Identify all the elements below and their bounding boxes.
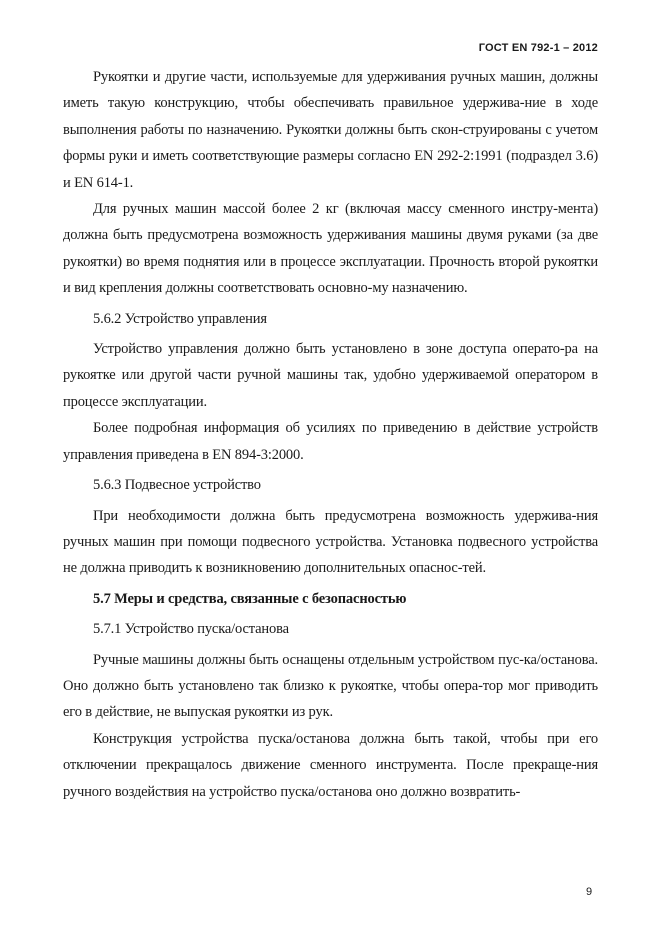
subsection-heading: 5.6.2 Устройство управления xyxy=(93,310,267,327)
paragraph: Для ручных машин массой более 2 кг (включая массу сменного инстру-мента) должна быть предусмотрена возможность удерживания машины двумя руками (за две рукоятки) во время поднятия или в процессе эксплуатации. Прочность второй рукоятки и вид крепления должны соответствовать основно-му назначению. xyxy=(63,201,598,297)
paragraph: Ручные машины должны быть оснащены отдельным устройством пус-ка/останова. Оно должно быть установлено так близко к рукоятке, чтобы опера-тор мог приводить его в действие, не выпуская рукоятки из рук. xyxy=(63,651,598,721)
document-code-header: ГОСТ EN 792-1 – 2012 xyxy=(478,42,598,54)
paragraph: Более подробная информация об усилиях по приведению в действие устройств управления приведена в EN 894-3:2000. xyxy=(63,420,598,463)
section-heading: 5.7 Меры и средства, связанные с безопасностью xyxy=(93,590,407,607)
page-number: 9 xyxy=(586,886,593,898)
document-body xyxy=(63,64,598,805)
subsection-heading: 5.6.3 Подвесное устройство xyxy=(93,477,261,494)
paragraph: Устройство управления должно быть установлено в зоне доступа операто-ра на рукоятке или другой части ручной машины так, удобно удерживаемой оператором в процессе эксплуатации. xyxy=(63,341,598,410)
paragraph: Конструкция устройства пуска/останова должна быть такой, чтобы при его отключении прекращалось движение сменного инструмента. После прекраще-ния ручного воздействия на устройство пуска/останова оно должно возвратить- xyxy=(63,730,598,800)
subsection-heading: 5.7.1 Устройство пуска/останова xyxy=(93,621,289,638)
paragraph: Рукоятки и другие части, используемые для удерживания ручных машин, должны иметь такую конструкцию, чтобы обеспечивать правильное удержива-ние в ходе выполнения работы по назначению. Рукоятки должны быть скон-струированы с учетом формы руки и иметь соответствующие размеры согласно EN 292-2:1991 (подраздел 3.6) и EN 614-1. xyxy=(63,69,598,191)
paragraph: При необходимости должна быть предусмотрена возможность удержива-ния ручных машин при помощи подвесного устройства. Установка подвесного устройства не должна приводить к возникновению дополнительных опаснос-тей. xyxy=(63,507,598,577)
